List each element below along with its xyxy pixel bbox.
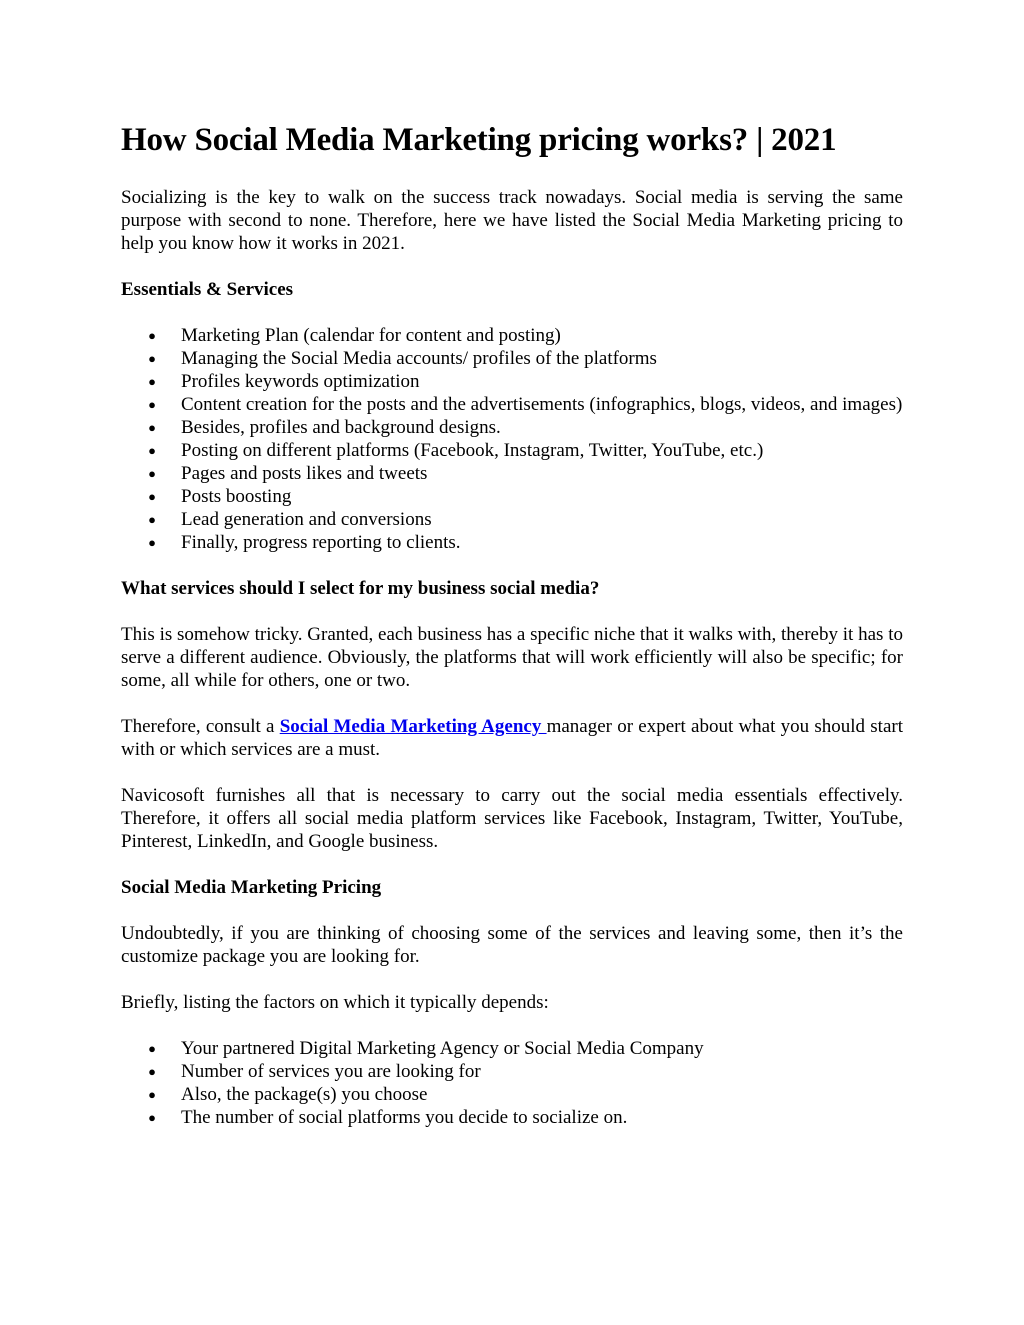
paragraph-text: Therefore, consult a	[121, 716, 280, 737]
essentials-heading: Essentials & Services	[121, 279, 294, 300]
list-item-text: Pages and posts likes and tweets	[181, 463, 428, 484]
list-item-text: Finally, progress reporting to clients.	[181, 532, 461, 553]
bullet-icon: ●	[148, 512, 156, 527]
list-item	[121, 416, 903, 439]
services-paragraph-1: This is somehow tricky. Granted, each business has a specific niche that it walks with, thereby it has to serve a different audience. Obviously, the platforms that will work efficiently will also be specific; for some, all while for others, one or two.	[121, 624, 903, 691]
list-item-text: Your partnered Digital Marketing Agency or Social Media Company	[181, 1038, 704, 1059]
bullet-icon: ●	[148, 535, 156, 550]
bullet-icon: ●	[148, 328, 156, 343]
list-item-text: Content creation for the posts and the advertisements (infographics, blogs, videos, and images)	[181, 394, 903, 415]
list-item-text: Besides, profiles and background designs.	[181, 417, 501, 438]
pricing-paragraph-2: Briefly, listing the factors on which it typically depends:	[121, 992, 549, 1013]
pricing-paragraph-1: Undoubtedly, if you are thinking of choosing some of the services and leaving some, then it’s the customize package you are looking for.	[121, 923, 903, 967]
list-item-text: Posting on different platforms (Facebook, Instagram, Twitter, YouTube, etc.)	[181, 440, 764, 461]
list-item	[121, 324, 903, 347]
services-question-heading: What services should I select for my business social media?	[121, 578, 600, 599]
bullet-icon: ●	[148, 420, 156, 435]
list-item	[121, 439, 903, 462]
list-item-text: Managing the Social Media accounts/ profiles of the platforms	[181, 348, 657, 369]
pricing-heading: Social Media Marketing Pricing	[121, 877, 382, 898]
bullet-icon: ●	[148, 489, 156, 504]
services-paragraph-3: Navicosoft furnishes all that is necessary to carry out the social media essentials effectively. Therefore, it offers all social media platform services like Facebook, Instagram, Twitter, YouTube, Pinterest, LinkedIn, and Google business.	[121, 785, 903, 852]
bullet-icon: ●	[148, 374, 156, 389]
services-paragraph-2	[121, 715, 903, 761]
list-item	[121, 1037, 903, 1060]
pricing-factors-list	[121, 1037, 903, 1129]
list-item	[121, 508, 903, 531]
list-item	[121, 1106, 903, 1129]
list-item	[121, 347, 903, 370]
bullet-icon: ●	[148, 1064, 156, 1079]
bullet-icon: ●	[148, 351, 156, 366]
list-item-text: Also, the package(s) you choose	[181, 1084, 428, 1105]
list-item	[121, 1060, 903, 1083]
list-item	[121, 485, 903, 508]
bullet-icon: ●	[148, 1110, 156, 1125]
agency-link[interactable]: Social Media Marketing Agency	[279, 716, 547, 737]
bullet-icon: ●	[148, 1041, 156, 1056]
list-item	[121, 1083, 903, 1106]
paragraph-text: manager or expert about what you should start with or which services are a must.	[121, 716, 904, 760]
list-item-text: Marketing Plan (calendar for content and posting)	[181, 325, 561, 346]
essentials-list	[121, 324, 903, 554]
bullet-icon: ●	[148, 1087, 156, 1102]
list-item-text: The number of social platforms you decide to socialize on.	[181, 1107, 628, 1128]
list-item-text: Profiles keywords optimization	[181, 371, 420, 392]
list-item-text: Number of services you are looking for	[181, 1061, 481, 1082]
list-item	[121, 462, 903, 485]
bullet-icon: ●	[148, 397, 156, 412]
page-title: How Social Media Marketing pricing works? | 2021	[121, 122, 837, 158]
list-item-text: Lead generation and conversions	[181, 509, 432, 530]
bullet-icon: ●	[148, 443, 156, 458]
bullet-icon: ●	[148, 466, 156, 481]
list-item-text: Posts boosting	[181, 486, 292, 507]
intro-paragraph: Socializing is the key to walk on the success track nowadays. Social media is serving the same purpose with second to none. Therefore, here we have listed the Social Media Marketing pricing to help you know how it works in 2021.	[121, 187, 903, 254]
list-item	[121, 393, 903, 416]
list-item	[121, 531, 903, 554]
list-item	[121, 370, 903, 393]
